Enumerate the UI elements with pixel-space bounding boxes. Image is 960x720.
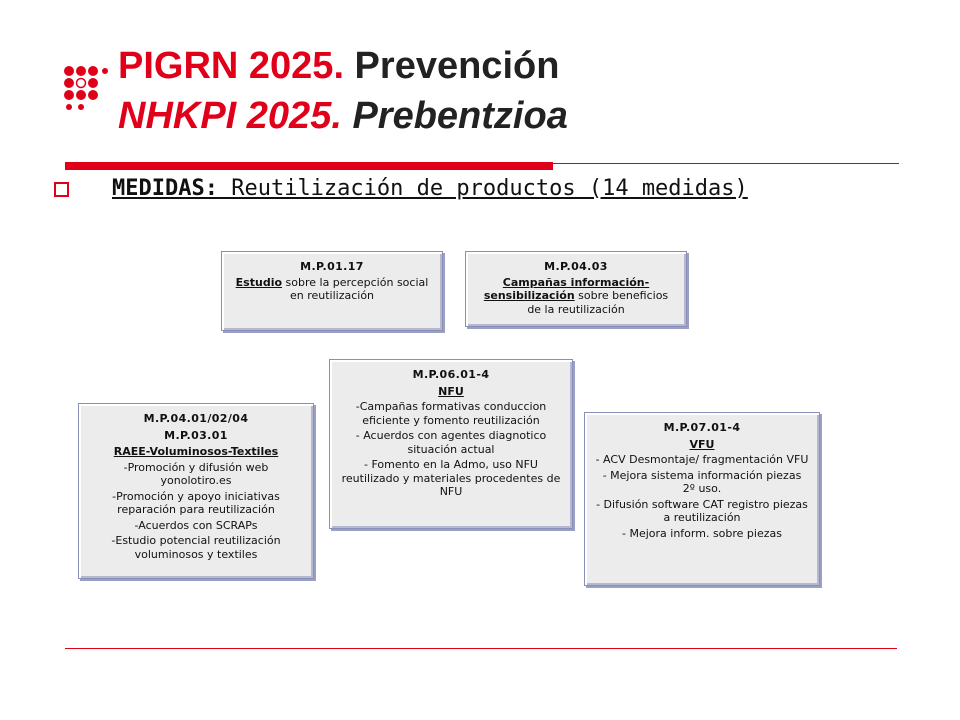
logo-icon	[62, 64, 108, 110]
measure-item: -Campañas formativas conduccion eficiente y fomento reutilización	[355, 400, 547, 427]
measure-subtitle: VFU	[689, 437, 715, 451]
measure-text: sobre la percepción social en reutilización	[282, 275, 429, 302]
measure-code: M.P.04.03	[544, 260, 608, 273]
measure-box-mp0601	[329, 359, 573, 529]
heading-text: Reutilización de productos (14 medidas)	[217, 176, 748, 201]
measure-subtitle: NFU	[438, 384, 464, 398]
square-bullet-icon	[54, 182, 69, 197]
measure-item: - Difusión software CAT registro piezas a reutilización	[596, 497, 808, 524]
measure-keyword: Campañas información-sensibilización	[483, 275, 650, 302]
measure-item: -Promoción y apoyo iniciativas reparación para reutilización	[112, 489, 280, 516]
measure-item: - Mejora inform. sobre piezas	[622, 526, 782, 540]
measure-item: - Mejora sistema información piezas 2º uso.	[602, 468, 802, 495]
title-divider-thin	[553, 163, 899, 164]
section-heading	[112, 176, 748, 201]
measure-box-mp0403	[465, 251, 687, 327]
measure-box-mp0701	[584, 412, 820, 586]
title-line2-rest: Prebentzioa	[341, 95, 568, 137]
measure-code: M.P.04.01/02/04	[143, 412, 249, 425]
title-divider-thick	[65, 162, 553, 170]
footer-divider	[65, 648, 897, 649]
page-subtitle	[118, 94, 568, 138]
measure-item: -Estudio potencial reutilización voluminosos y textiles	[111, 534, 281, 561]
measure-item: -Promoción y difusión web yonolotiro.es	[123, 460, 269, 487]
measure-item: - ACV Desmontaje/ fragmentación VFU	[595, 453, 809, 466]
measure-code: M.P.06.01-4	[412, 368, 490, 381]
measure-box-mp0117	[221, 251, 443, 331]
measure-box-mp0401	[78, 403, 314, 579]
title-line2-bold: NHKPI 2025.	[118, 95, 342, 137]
heading-label: MEDIDAS:	[112, 176, 218, 201]
measure-item: - Fomento en la Admo, uso NFU reutilizado y materiales procedentes de NFU	[341, 458, 561, 498]
measure-text: sobre beneficios de la reutilización	[527, 289, 669, 316]
title-line1-bold: PIGRN 2025.	[118, 45, 344, 87]
measure-item: -Acuerdos con SCRAPs	[134, 518, 258, 532]
measure-code: M.P.07.01-4	[663, 421, 741, 434]
measure-subtitle: RAEE-Voluminosos-Textiles	[113, 445, 279, 458]
measure-item: - Acuerdos con agentes diagnotico situación actual	[355, 429, 547, 456]
title-line1-rest: Prevención	[344, 45, 560, 87]
measure-keyword: Estudio	[235, 275, 283, 289]
measure-code: M.P.01.17	[300, 260, 364, 273]
page-title	[118, 44, 559, 88]
measure-code-secondary: M.P.03.01	[164, 428, 228, 442]
